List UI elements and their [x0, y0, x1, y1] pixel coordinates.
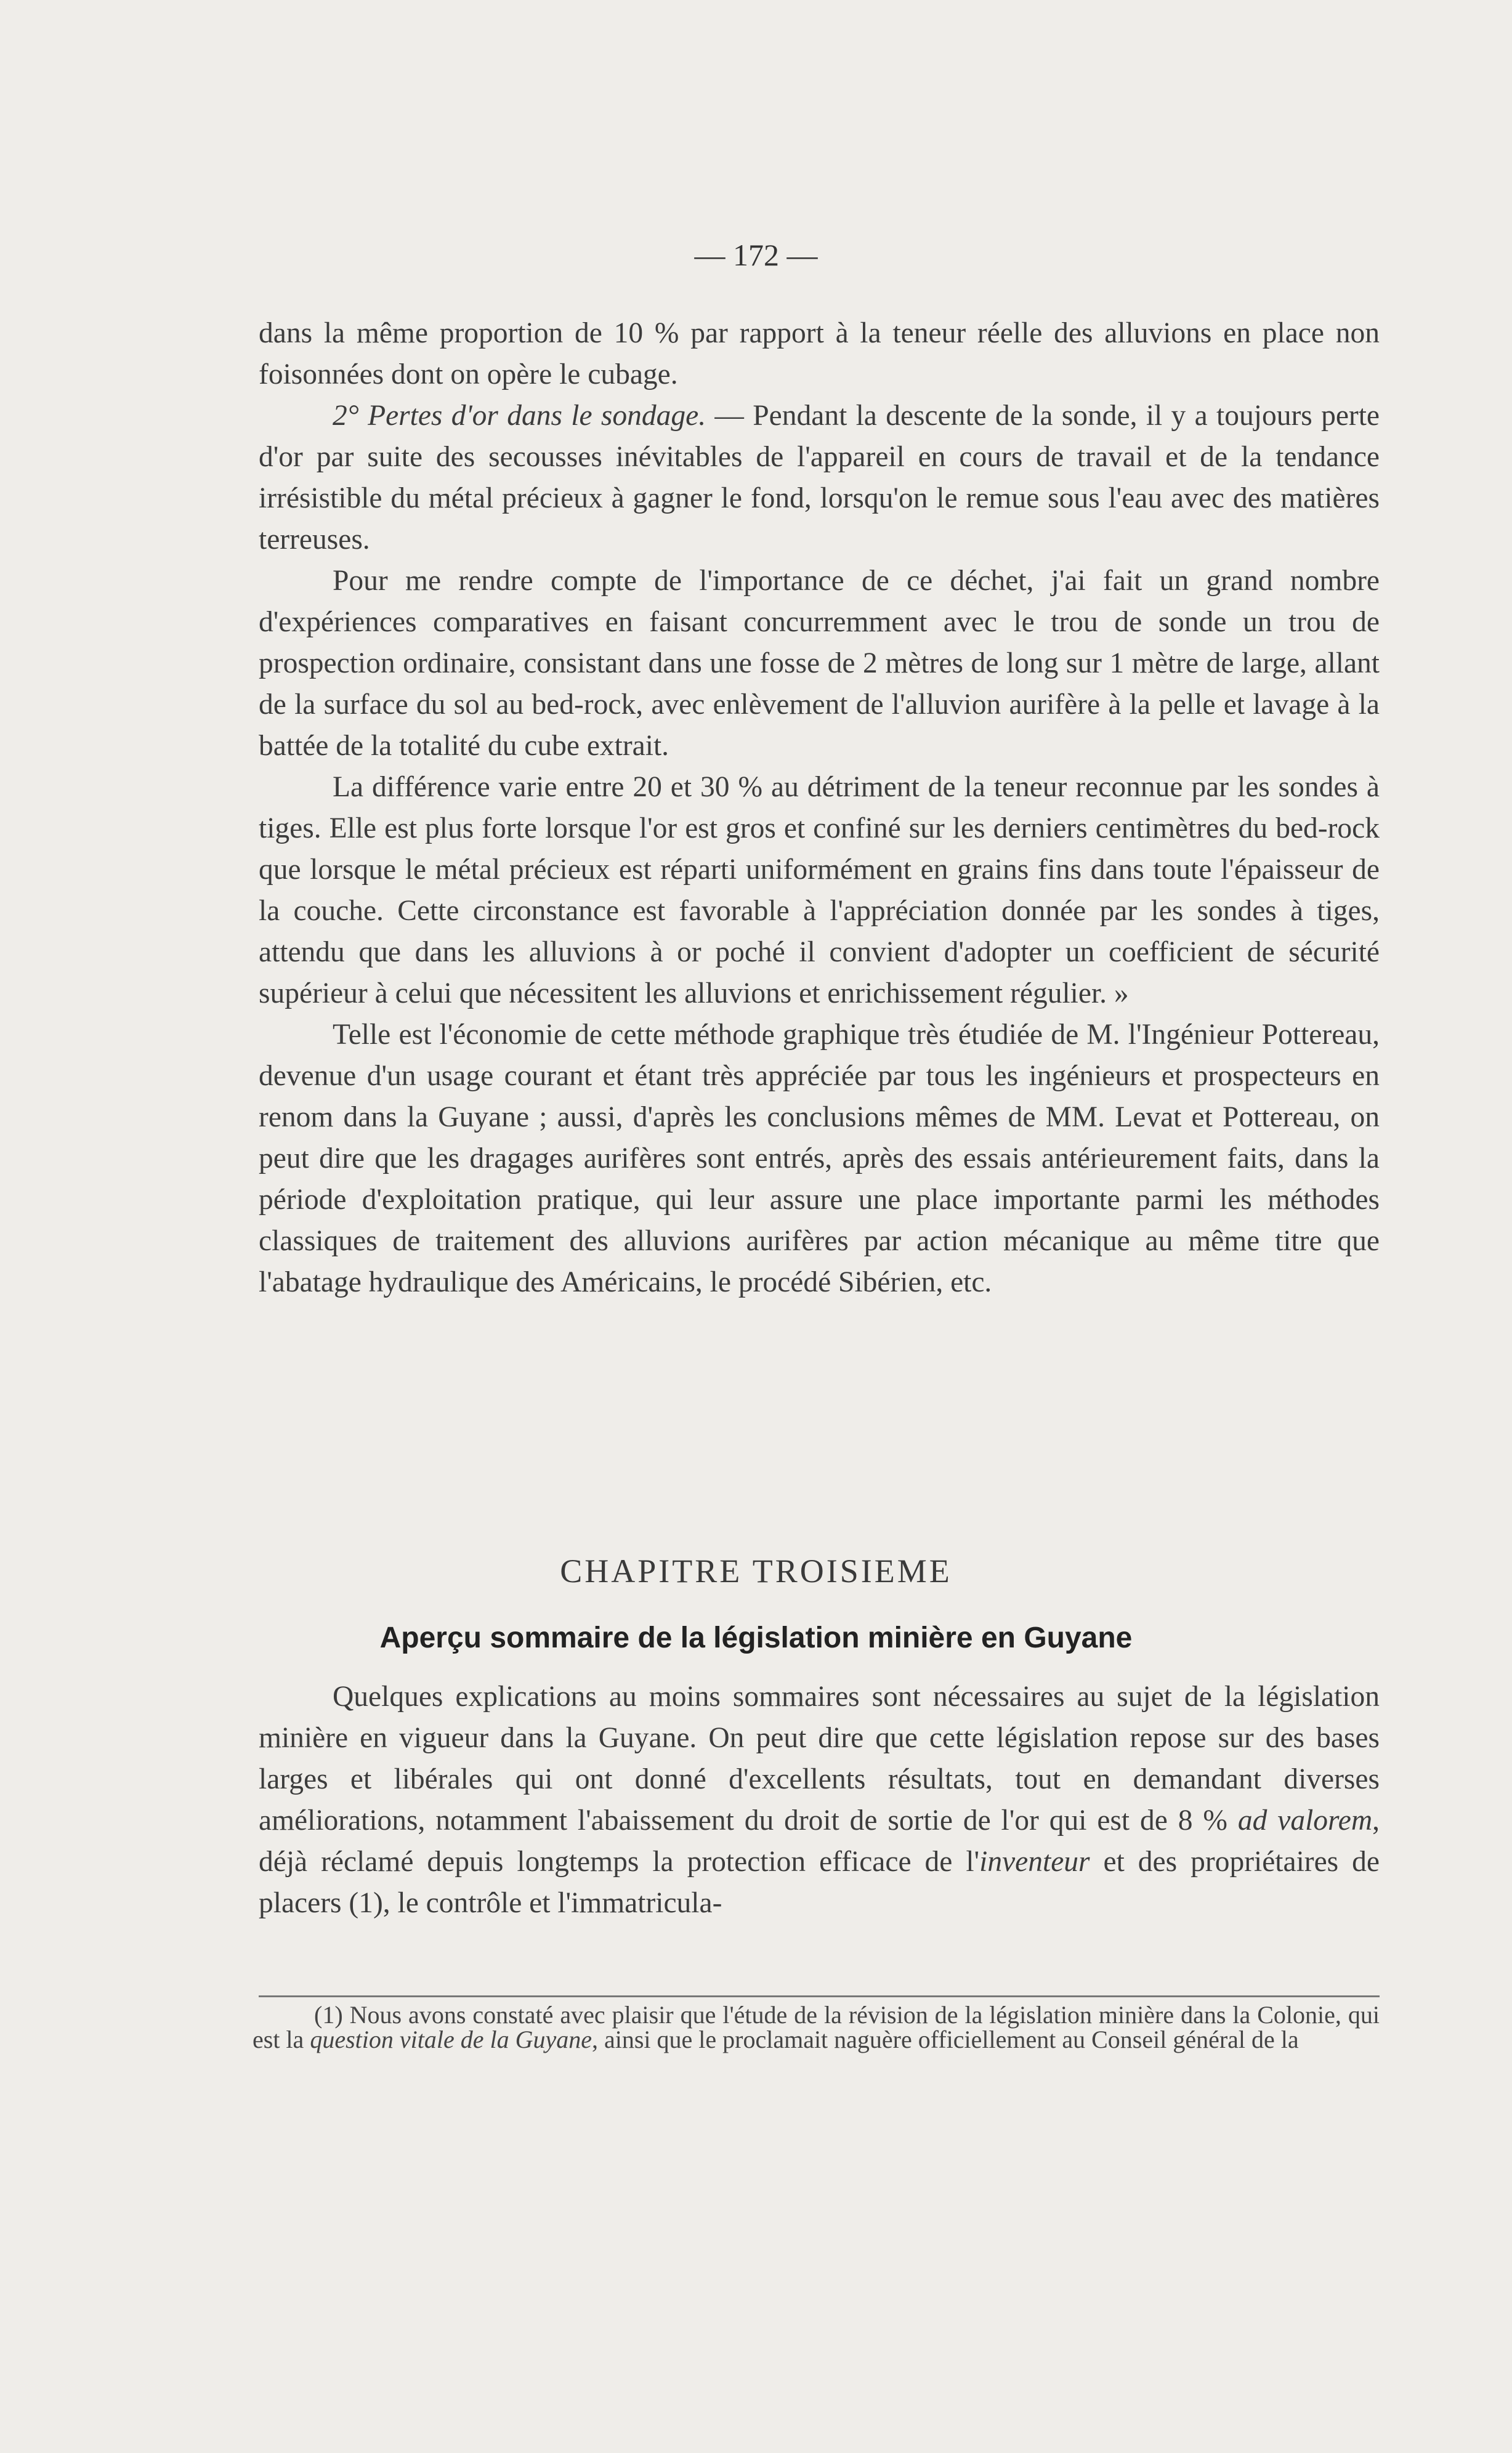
- paragraph: Pour me rendre compte de l'importance de ce déchet, j'ai fait un grand nombre d'expériences comparatives en faisant concurremment avec le trou de sonde un trou de prospection ordinaire, consistant dans une fosse de 2 mètres de long sur 1 mètre de large, allant de la surface du sol au bed-rock, avec enlèvement de l'alluvion aurifère à la pelle et lavage à la battée de la totalité du cube extrait.: [259, 565, 1380, 762]
- body-text-top: [259, 313, 1380, 1303]
- body-text-bottom: [259, 1676, 1380, 1924]
- paragraph: La différence varie entre 20 et 30 % au détriment de la teneur reconnue par les sondes à tiges. Elle est plus forte lorsque l'or est gros et confiné sur les derniers centimètres du bed-rock que lorsque le métal précieux est réparti uniformément en grains fins dans toute l'épaisseur de la couche. Cette circonstance est favorable à l'appréciation donnée par les sondes à tiges, attendu que dans les alluvions à or poché il convient d'adopter un coefficient de sécurité supérieur à celui que nécessitent les alluvions et enrichissement régulier. »: [259, 771, 1380, 1009]
- paragraph: Quelques explications au moins sommaires sont nécessaires au sujet de la législation minière en vigueur dans la Guyane. On peut dire que cette législation repose sur des bases larges et libérales qui ont donné d'excellents résultats, tout en demandant diverses améliorations, notamment l'abaissement du droit de sortie de l'or qui est de 8 % ad valorem, déjà réclamé depuis longtemps la protection efficace de l'inventeur et des propriétaires de placers (1), le contrôle et l'immatricula-: [259, 1681, 1380, 1919]
- chapter-heading: CHAPITRE TROISIEME: [560, 1553, 952, 1590]
- page-number: — 172 —: [694, 238, 818, 272]
- paragraph-lead: 2° Pertes d'or dans le sondage.: [333, 400, 706, 432]
- paragraph: dans la même proportion de 10 % par rapport à la teneur réelle des alluvions en place non foisonnées dont on opère le cubage.: [259, 317, 1380, 390]
- footnote-rule: [259, 1995, 1380, 1997]
- paragraph: Telle est l'économie de cette méthode graphique très étudiée de M. l'Ingénieur Pottereau, devenue d'un usage courant et étant très appréciée par tous les ingénieurs et prospecteurs en renom dans la Guyane ; aussi, d'après les conclusions mêmes de MM. Levat et Pottereau, on peut dire que les dragages aurifères sont entrés, après des essais antérieurement faits, dans la période d'exploitation pratique, qui leur assure une place importante parmi les méthodes classiques de traitement des alluvions aurifères par action mécanique au même titre que l'abatage hydraulique des Américains, le procédé Sibérien, etc.: [259, 1019, 1380, 1298]
- footnote: [253, 2003, 1380, 2052]
- footnote-text: (1) Nous avons constaté avec plaisir que l'étude de la révision de la législation minière dans la Colonie, qui est la question vitale de la Guyane, ainsi que le proclamait naguère officiellement au Conseil général de la: [253, 2001, 1380, 2053]
- section-heading: Aperçu sommaire de la législation minière en Guyane: [379, 1622, 1133, 1654]
- paragraph: 2° Pertes d'or dans le sondage. — Pendant la descente de la sonde, il y a toujours perte d'or par suite des secousses inévitables de l'appareil en cours de travail et de la tendance irrésistible du métal précieux à gagner le fond, lorsqu'on le remue sous l'eau avec des matières terreuses.: [259, 400, 1380, 556]
